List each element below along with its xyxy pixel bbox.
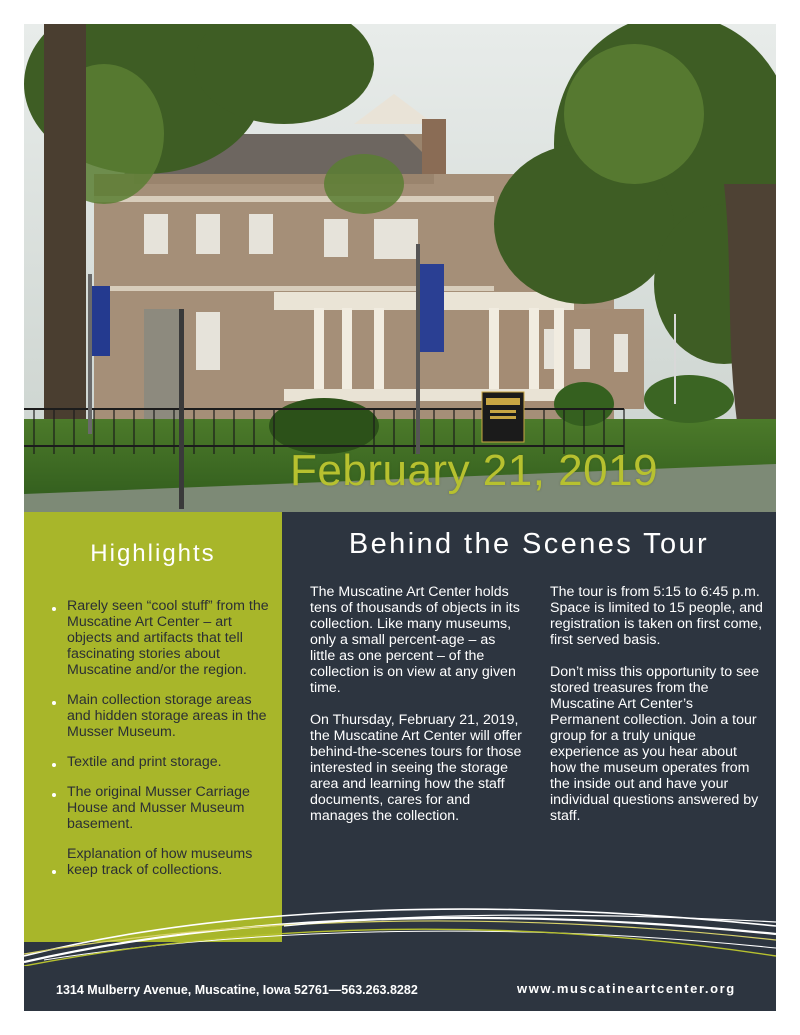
tour-heading: Behind the Scenes Tour (348, 528, 710, 560)
paragraph: Don’t miss this opportunity to see stored treasures from the Muscatine Art Center’s Permanent collection. Join a tour group for a truly unique experience as you hear about how the museum operates from the inside out and have your individual questions answered by staff. (550, 664, 759, 824)
list-item: The original Musser Carriage House and Musser Museum basement. (46, 784, 278, 832)
paragraph: The tour is from 5:15 to 6:45 p.m. Space is limited to 15 people, and registration is taken on first come, first served basis. (550, 584, 763, 648)
list-item: Textile and print storage. (46, 754, 278, 770)
bullet-icon (52, 701, 56, 705)
banner-left (92, 286, 110, 356)
paragraph: The Muscatine Art Center holds tens of thousands of objects in its collection. Like many museums, only a small percent-age – as little as one percent – of the collection is on view at any given time. (310, 584, 520, 696)
bullet-icon (52, 793, 56, 797)
tour-left-column (310, 584, 524, 840)
tour-panel (282, 512, 776, 942)
flyer (24, 24, 776, 1011)
highlights-list (46, 598, 278, 892)
paragraph: On Thursday, February 21, 2019, the Muscatine Art Center will offer behind-the-scenes tours for those interested in seeing the storage area and learning how the staff documents, cares for and manages the collection. (310, 712, 522, 824)
list-item: Rarely seen “cool stuff” from the Muscatine Art Center – art objects and artifacts that tell fascinating stories about Muscatine and/or the region. (46, 598, 278, 678)
decorative-swoosh (24, 886, 776, 966)
list-item: Explanation of how museums keep track of collections. (46, 846, 278, 878)
highlights-heading: Highlights (90, 540, 216, 567)
tour-right-column (550, 584, 764, 840)
museum-building-illustration (24, 24, 776, 512)
website-link[interactable]: www.muscatineartcenter.org (517, 981, 736, 996)
museum-photo (24, 24, 776, 512)
banner-right (420, 264, 444, 352)
address-text: 1314 Mulberry Avenue, Muscatine, Iowa 52761—563.263.8282 (56, 983, 418, 997)
bullet-icon (52, 607, 56, 611)
bullet-icon (52, 763, 56, 767)
bullet-icon (52, 870, 56, 874)
event-date-title: February 21, 2019 (290, 446, 659, 495)
list-item: Main collection storage areas and hidden storage areas in the Musser Museum. (46, 692, 278, 740)
highlights-panel (24, 512, 282, 942)
